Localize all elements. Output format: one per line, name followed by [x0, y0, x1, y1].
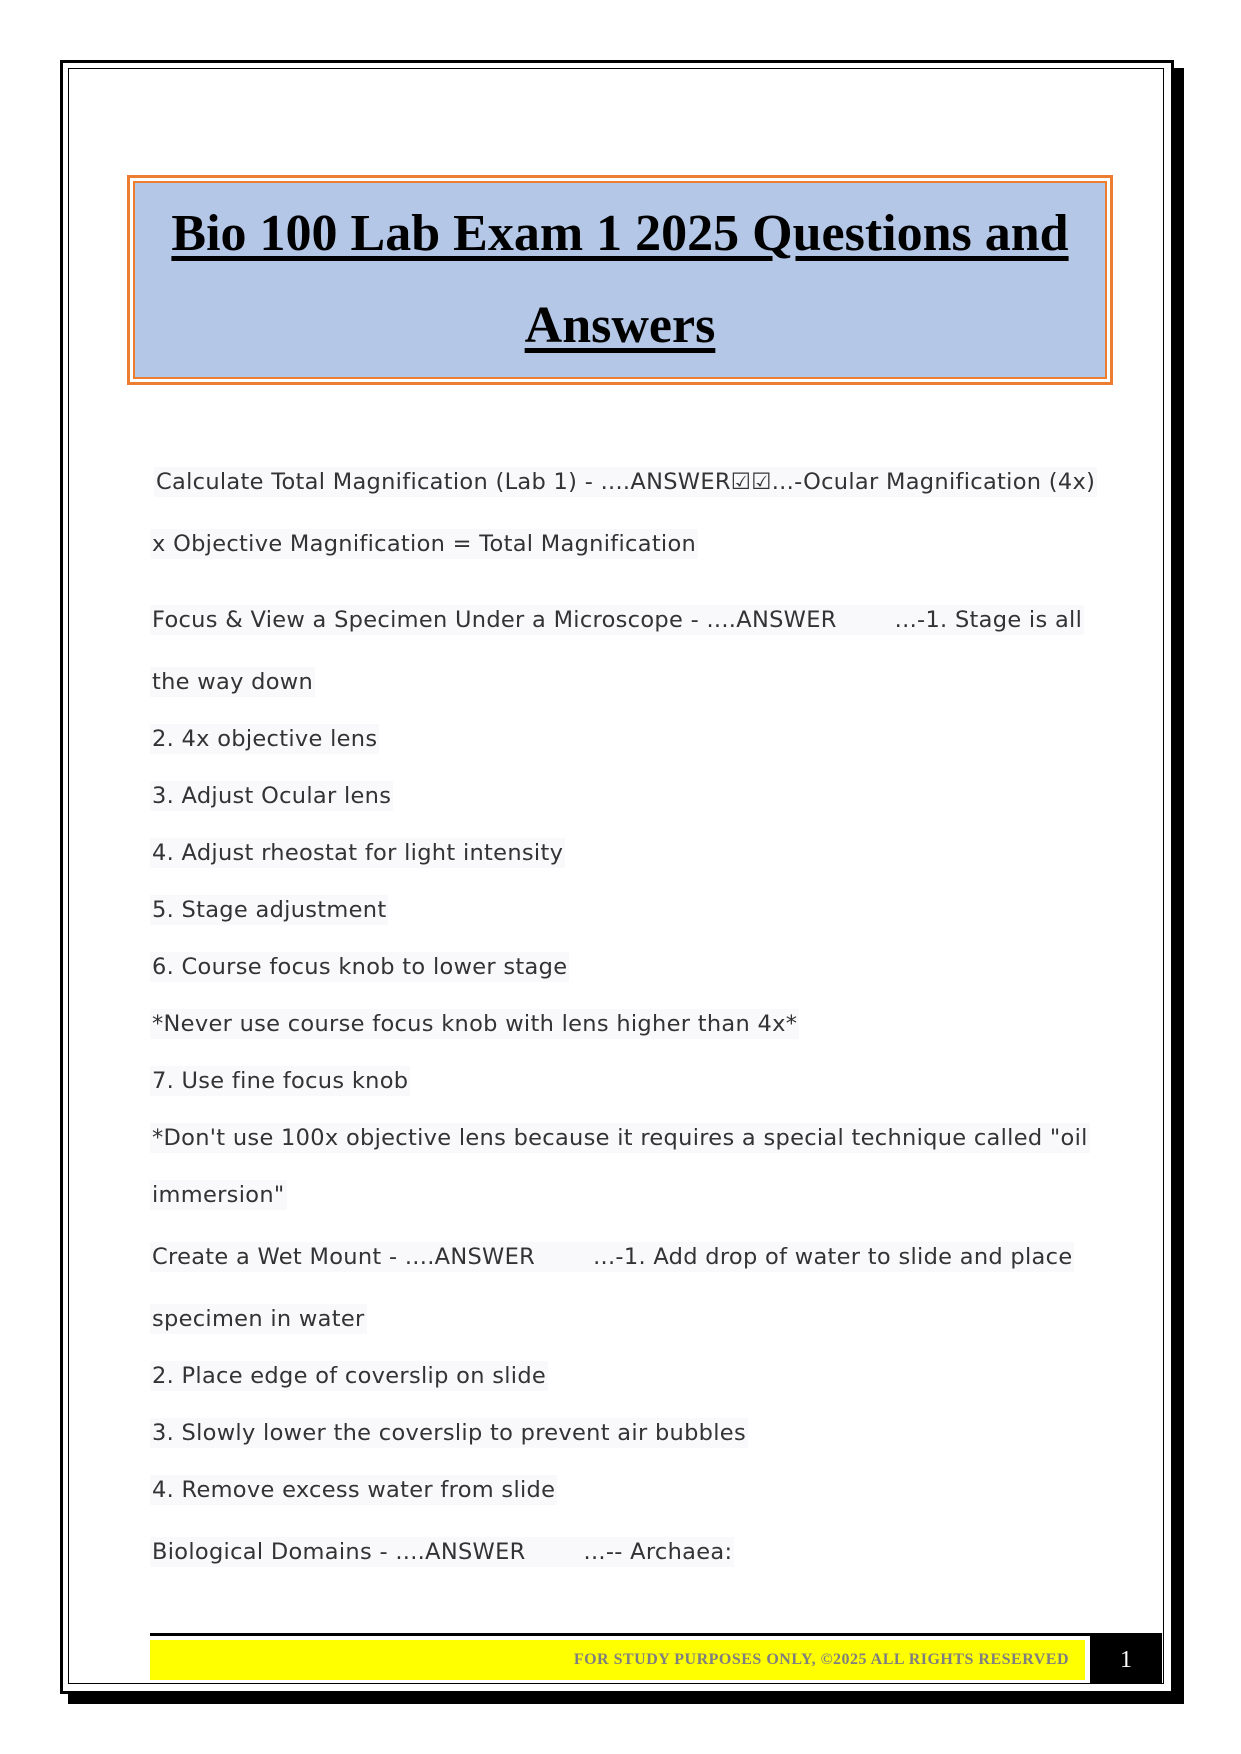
q2-step-2: 2. 4x objective lens: [152, 726, 378, 752]
q4-suffix: ...-- Archaea:: [583, 1539, 733, 1565]
answer-gap: [526, 1541, 584, 1565]
q3-line-2: specimen in water: [152, 1306, 365, 1332]
q2-note-2-line-2: immersion": [152, 1182, 285, 1208]
answer-gap: [535, 1246, 593, 1270]
q3-step-2: 2. Place edge of coverslip on slide: [152, 1363, 547, 1389]
q2-note-2-line-1: *Don't use 100x objective lens because it requires a special technique called "oil: [152, 1125, 1088, 1151]
footer-band: [150, 1640, 1085, 1680]
page-number-box: [1090, 1636, 1162, 1684]
q1-line-2: x Objective Magnification = Total Magnification: [152, 531, 697, 557]
q3-step-4: 4. Remove excess water from slide: [152, 1477, 556, 1503]
footer-rule: [150, 1633, 1162, 1636]
title-box: [127, 175, 1113, 385]
q2-step-3: 3. Adjust Ocular lens: [152, 783, 392, 809]
q2-prefix: Focus & View a Specimen Under a Microscope - ....ANSWER: [152, 607, 837, 633]
footer-notice: FOR STUDY PURPOSES ONLY, ©2025 ALL RIGHTS RESERVED: [573, 1651, 1069, 1668]
q2-question-line: [150, 605, 1084, 635]
page-number: 1: [1120, 1646, 1132, 1673]
q4-prefix: Biological Domains - ....ANSWER: [152, 1539, 526, 1565]
q2-step-5: 5. Stage adjustment: [152, 897, 387, 923]
q2-step-4: 4. Adjust rheostat for light intensity: [152, 840, 564, 866]
q2-line-2: the way down: [152, 669, 314, 695]
q3-suffix: ...-1. Add drop of water to slide and place: [593, 1244, 1073, 1270]
q2-note-1: *Never use course focus knob with lens higher than 4x*: [152, 1011, 798, 1037]
title-inner: [133, 181, 1107, 379]
q3-step-3: 3. Slowly lower the coverslip to prevent air bubbles: [152, 1420, 746, 1446]
document-title-line-2: Answers: [524, 297, 716, 354]
q3-question-line: [150, 1242, 1074, 1272]
q1-line-1: Calculate Total Magnification (Lab 1) - ....ANSWER☑☑...-Ocular Magnification (4x): [156, 469, 1096, 495]
q3-prefix: Create a Wet Mount - ....ANSWER: [152, 1244, 536, 1270]
q2-step-6: 6. Course focus knob to lower stage: [152, 954, 568, 980]
q4-question-line: [150, 1537, 734, 1567]
q2-step-7: 7. Use fine focus knob: [152, 1068, 409, 1094]
answer-gap: [837, 609, 895, 633]
q2-suffix: ...-1. Stage is all: [894, 607, 1083, 633]
document-title-line-1: Bio 100 Lab Exam 1 2025 Questions and: [171, 205, 1069, 262]
